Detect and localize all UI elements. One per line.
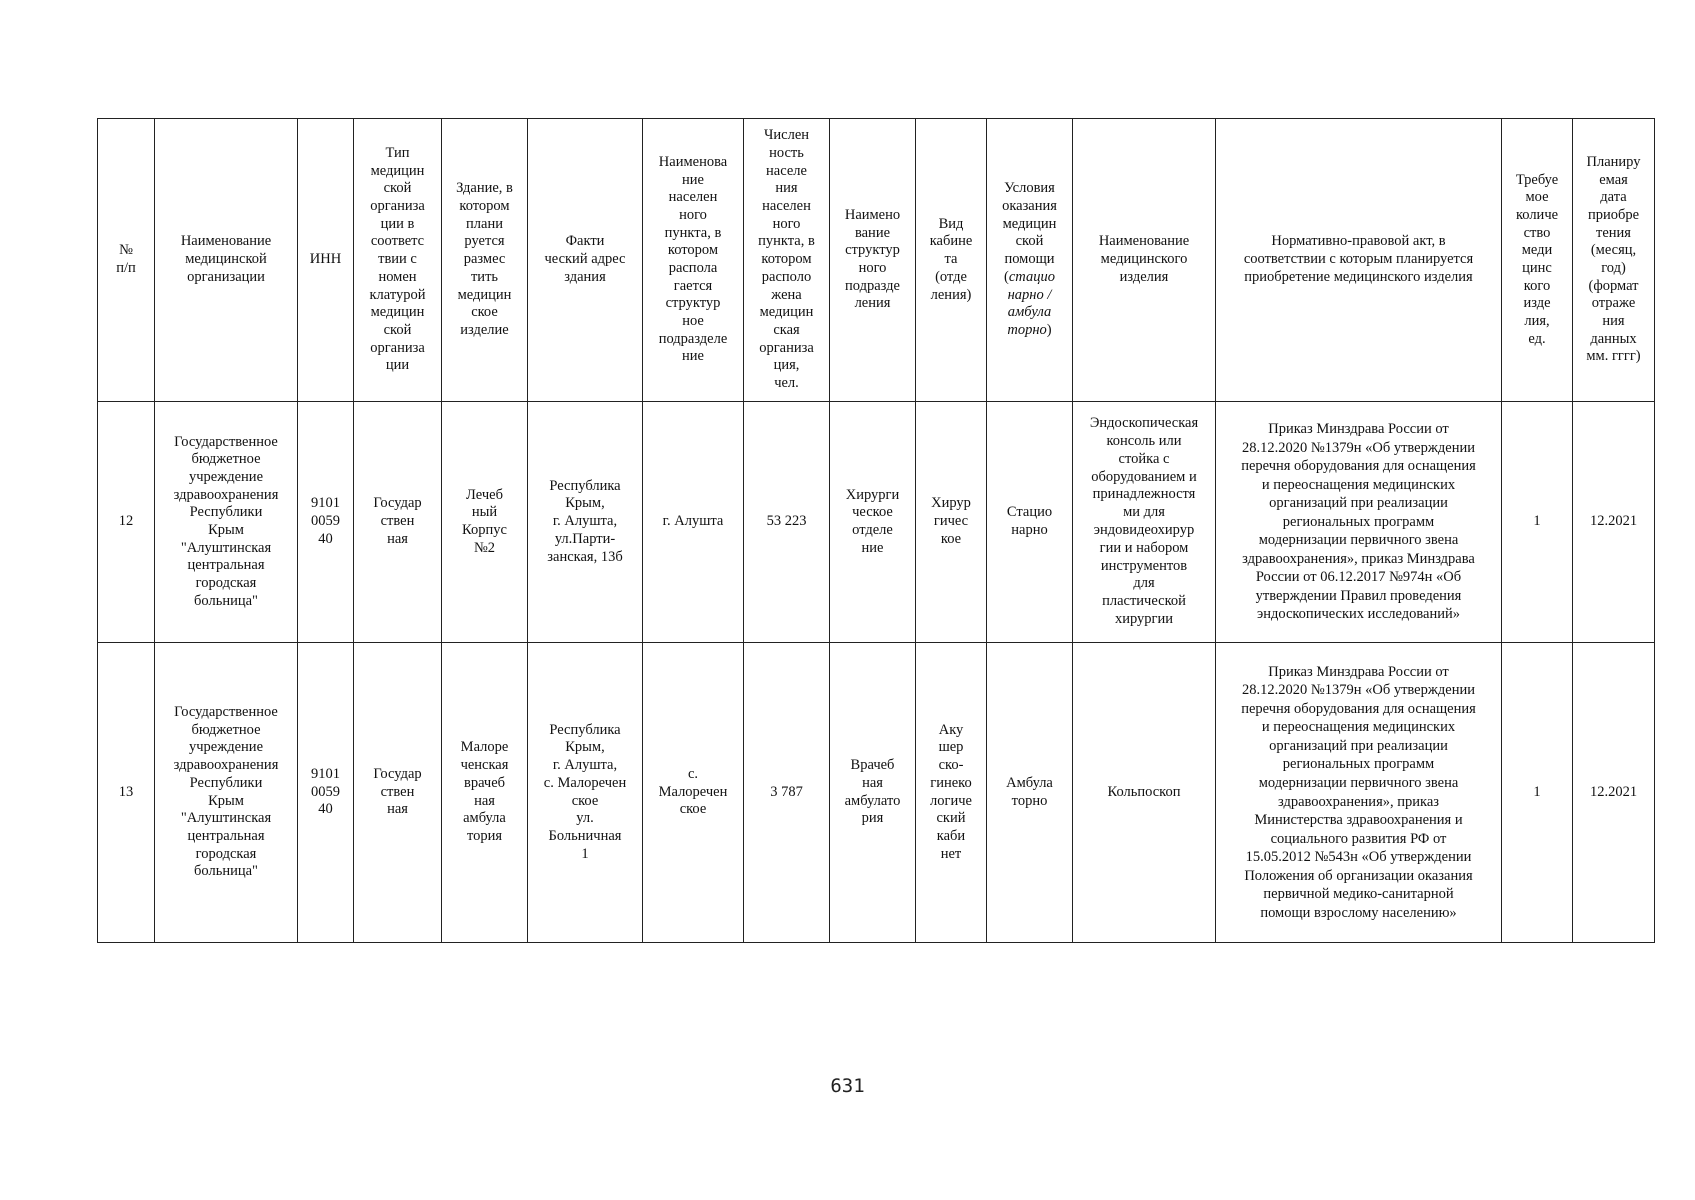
cell-num: 12 (98, 402, 155, 643)
cell-settlement: г. Алушта (643, 402, 744, 643)
medical-equipment-table (97, 118, 1655, 943)
table-row (98, 402, 1655, 643)
page-number: 631 (830, 1075, 865, 1097)
cell-population: 3 787 (744, 643, 830, 943)
cell-division: Врачеб ная амбулато рия (830, 643, 916, 943)
header-building: Здание, в котором плани руется размес тить медицин ское изделие (442, 119, 528, 402)
header-conditions-prefix: Условия оказания медицин ской помощи ( (1002, 180, 1057, 285)
cell-address: Республика Крым, г. Алушта, с. Малоречен ское ул. Больничная 1 (528, 643, 643, 943)
header-device: Наименование медицинского изделия (1073, 119, 1216, 402)
header-address: Факти ческий адрес здания (528, 119, 643, 402)
cell-inn: 9101 0059 40 (298, 402, 354, 643)
header-conditions-suffix: ) (1046, 321, 1052, 338)
cell-device: Эндоскопическая консоль или стойка с оборудованием и принадлежностя ми для эндовидеохирур гии и набором инструментов для пластической хирургии (1073, 402, 1216, 643)
cell-legal-act: Приказ Минздрава России от 28.12.2020 №1379н «Об утверждении перечня оборудования для оснащения и переоснащения медицинских организаций при реализации региональных программ модернизации первичного звена здравоохранения», приказ Минздрава России от 06.12.2017 №974н «Об утверждении Правил проведения эндоскопических исследований» (1216, 402, 1502, 643)
cell-building: Лечеб ный Корпус №2 (442, 402, 528, 643)
cell-population: 53 223 (744, 402, 830, 643)
header-quantity: Требуе мое количе ство меди цинс кого изде лия, ед. (1502, 119, 1573, 402)
cell-org-type: Государ ствен ная (354, 402, 442, 643)
header-conditions-italic: стацио нарно / амбула торно (1007, 268, 1055, 338)
cell-quantity: 1 (1502, 643, 1573, 943)
header-inn: ИНН (298, 119, 354, 402)
header-org-type: Тип медицин ской организа ции в соответс твии с номен клатурой медицин ской организа ции (354, 119, 442, 402)
cell-conditions: Стацио нарно (987, 402, 1073, 643)
cell-settlement: с. Малоречен ское (643, 643, 744, 943)
cell-building: Малоре ченская врачеб ная амбула тория (442, 643, 528, 943)
cell-planned-date: 12.2021 (1573, 643, 1655, 943)
cell-cabinet: Аку шер ско- гинеко логиче ский каби нет (916, 643, 987, 943)
cell-org-type: Государ ствен ная (354, 643, 442, 943)
cell-planned-date: 12.2021 (1573, 402, 1655, 643)
header-settlement: Наименова ние населен ного пункта, в котором распола гается структур ное подразделе ние (643, 119, 744, 402)
cell-cabinet: Хирур гичес кое (916, 402, 987, 643)
cell-inn: 9101 0059 40 (298, 643, 354, 943)
cell-org-name: Государственное бюджетное учреждение здравоохранения Республики Крым "Алуштинская центральная городская больница" (155, 402, 298, 643)
cell-address: Республика Крым, г. Алушта, ул.Парти- занская, 13б (528, 402, 643, 643)
header-planned-date: Планиру емая дата приобре тения (месяц, год) (формат отраже ния данных мм. гггг) (1573, 119, 1655, 402)
cell-conditions: Амбула торно (987, 643, 1073, 943)
table-row (98, 643, 1655, 943)
cell-division: Хирурги ческое отделе ние (830, 402, 916, 643)
header-org-name: Наименование медицинской организации (155, 119, 298, 402)
table-header-row (98, 119, 1655, 402)
header-num: № п/п (98, 119, 155, 402)
cell-quantity: 1 (1502, 402, 1573, 643)
cell-device: Кольпоскоп (1073, 643, 1216, 943)
header-conditions (987, 119, 1073, 402)
header-cabinet: Вид кабине та (отде ления) (916, 119, 987, 402)
header-population: Числен ность населе ния населен ного пункта, в котором располо жена медицин ская организа ция, чел. (744, 119, 830, 402)
cell-num: 13 (98, 643, 155, 943)
header-legal-act: Нормативно-правовой акт, в соответствии с которым планируется приобретение медицинского изделия (1216, 119, 1502, 402)
header-division: Наимено вание структур ного подразде ления (830, 119, 916, 402)
cell-legal-act: Приказ Минздрава России от 28.12.2020 №1379н «Об утверждении перечня оборудования для оснащения и переоснащения медицинских организаций при реализации региональных программ модернизации первичного звена здравоохранения», приказ Министерства здравоохранения и социального развития РФ от 15.05.2012 №543н «Об утверждении Положения об организации оказания первичной медико-санитарной помощи взрослому населению» (1216, 643, 1502, 943)
cell-org-name: Государственное бюджетное учреждение здравоохранения Республики Крым "Алуштинская центральная городская больница" (155, 643, 298, 943)
